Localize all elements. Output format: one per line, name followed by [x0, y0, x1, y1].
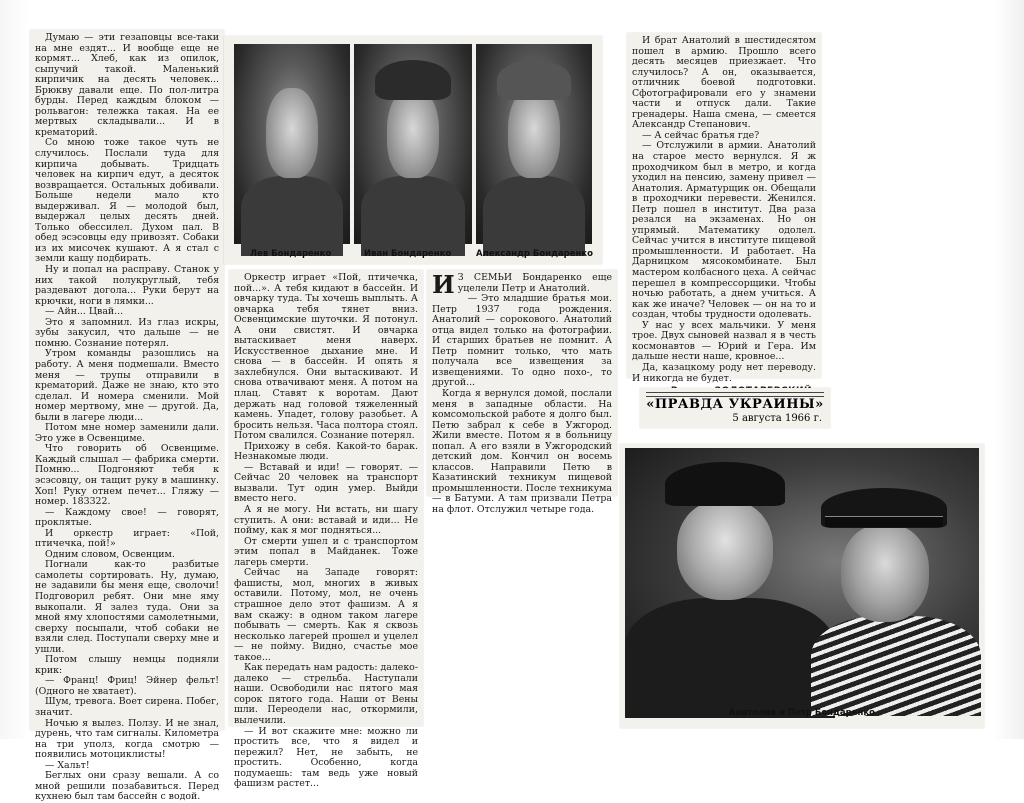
publication-date: 5 августа 1966 г. — [732, 413, 822, 424]
paragraph: И оркестр играет: «Пой, птичечка, пой!» — [35, 527, 219, 550]
paragraph: — Вставай и иди! — говорят. — Сейчас 20 человек на транспорт вызвали. Тут один умер. Выйди вместо него. — [234, 461, 418, 505]
paragraph: — Это младшие братья мои. Петр 1937 года рождения. Анатолий — сорокового. Анатолий отца видел только на фотографии. И старших братьев не помнит. А Петр помнит только, что мать получала все извещения за извещениями. То одно похо-, то другой... — [432, 293, 612, 389]
paragraph: Беглых они сразу вешали. А со мной решили позабавиться. Перед кухнею был там бассейн с водой. — [35, 770, 219, 803]
paragraph: Что говорить об Освенциме. Каждый слышал — фабрика смерти. Помню... Подгоняют тебя к эсэсовцу, он тащит руку в машинку. Хоп! Руку отнем печет... Гляжу — номер. 183322. — [35, 443, 219, 508]
paragraph: Прихожу в себя. Какой-то барак. Незнакомые люди. — [234, 440, 418, 463]
paragraph: Утром команды разошлись на работу. А меня подмешали. Вместо меня — трупы отправили в крематорий. Даже не знаю, кто это сделал. И номера сменили. Мой номер мертвому, мне — другой. Да, были в лагере люди... — [35, 348, 219, 423]
article-column-4 — [627, 33, 821, 384]
paragraph: У нас у всех мальчики. У меня трое. Двух сыновей назвал я в честь космонавтов — Юрий и Гера. Им дальше нести наше, кровное... — [632, 319, 816, 363]
paragraph: Это я запомнил. Из глаз искры, зубы закусил, что дальше — не помню. Сознание потерял. — [35, 316, 219, 349]
paragraph: Как передать нам радость: далеко-далеко — стрельба. Наступали наши. Освободили нас пятого мая сорок пятого года. Наши от Вены шли. Переодели нас, откормили, вылечили. — [234, 662, 418, 726]
paragraph: — Айн... Цвай... — [45, 306, 124, 318]
article-column-3 — [427, 270, 617, 516]
photo-caption: Иван Бондаренко — [364, 249, 452, 259]
paragraph: Да, казацкому роду нет переводу. И никогда не будет. — [632, 361, 816, 384]
paragraph: И брат Анатолий в шестидесятом пошел в армию. Прошло всего десять месяцев приезжает. Что случилось? А он, оказывается, отличник боевой подготовки. Сфотографировали его у знамени части и отпуск дали. Такие гренадеры. Наша смена, — смеется Александр Степанович. — [632, 35, 816, 131]
paragraph: Оркестр играет «Пой, птичечка, пой...». А тебя кидают в бассейн. И овчарку туда. Ты хочешь выплыть. А овчарка тебя тянет вниз. Освенцимские шуточки. Я потонул. А они свистят. И овчарка вытаскивает меня наверх. Искусственное дыхание мне. И снова — в бассейн. И опять я захлебнулся. Они вытаскивают. И снова отвачивают меня. А потом на плац. Ставят к воротам. Дают держать над головой тяжеленный камень. Упадет, голову разобьет. А бросить нельзя. Часа полтора стоял. Потом свалился. Сознание потерял. — [234, 272, 418, 442]
portrait-photo-lev — [234, 44, 350, 244]
sailors-image — [625, 448, 979, 700]
brothers-photo-strip — [224, 36, 602, 264]
article-column-1 — [30, 30, 224, 803]
paragraph: — Хальт! — [45, 759, 90, 771]
drop-cap: И — [432, 270, 455, 299]
paragraph: Погнали как-то разбитые самолеты сортировать. Ну, думаю, не задавили бы меня еще, сволочи! Подговорил ребят. Они мне яму выкопали. Я залез туда. Они за мной яму хлопостями самолетными, сверху посыпали, чтоб собаки не взяли след. Поступали сверху мне и ушли. — [35, 559, 219, 655]
portrait-photo-alexander — [476, 44, 592, 244]
lead-paragraph: З СЕМЬИ Бондаренко еще уцелели Петр и Анатолий. — [457, 272, 612, 294]
paragraph: Потом мне номер заменили дали. Это уже в Освенциме. — [35, 422, 219, 444]
paragraph: Сейчас на Западе говорят: фашисты, мол, многих в живых оставили. Потому, мол, не очень страшное дело этот фашизм. А я вам скажу: в одном таком лагере побывать — смерть. Как я сквозь несколько лагерей прошел и уцелел — не пойму. Видно, счастье мое такое... — [234, 567, 418, 663]
photo-caption: Александр Бондаренко — [476, 249, 594, 259]
paragraph: Когда я вернулся домой, послали меня в западные области. На комсомольской работе я долго был. Петю забрал к себе в Ужгород. Жили вместе. Потом я в больницу попал. А его взяли в Ужгородский детский дом. Кончил он восемь классов. Направили Петю в Казатинский техникум пищевой промышленности. После техникума — в Батуми. А там призвали Петра на флот. Отслужил четыре года. — [432, 388, 612, 516]
paragraph: А я не могу. Ни встать, ни шагу ступить. А они: вставай и иди... Не пойму, как я мог подняться... — [234, 504, 418, 537]
paragraph: Одним словом, Освенцим. — [45, 548, 175, 560]
paragraph: Со мною тоже такое чуть не случилось. Послали туда для кирпича добывать. Тридцать человек на кирпич едут, а десяток возвращается. Остальных добивали. Больше недели мало кто выдерживал. Я — молодой был, выдержал целых десять дней. Только обессилел. Духом пал. В обед эсэсовцы еду привозят. Собаки из их мисочек кушают. А я стал с земли кашу подбирать. — [35, 137, 219, 265]
paragraph: Ночью я вылез. Ползу. И не знал, дурень, что там сигналы. Километра на три уполз, когда смотрю — появились мотоциклисты! — [35, 717, 219, 761]
paragraph: — Франц! Фриц! Эйнер фельт! (Одного не хватает). — [35, 675, 219, 697]
portrait-photo-ivan — [354, 44, 472, 244]
paragraph: От смерти ушел и с транспортом этим попал в Майданек. Тоже лагерь смерти. — [234, 535, 418, 568]
paragraph: — Отслужили в армии. Анатолий на старое место вернулся. Я ж проходчиком был в метро, и когда уходил на пенсию, замену привел — Анатолия. Арматурщик он. Обещали в проходчики перевести. Женился. Петр пошел в институт. Два раза резался на экзаменах. Но он упрямый. Математику одолел. Сейчас учится в институте пищевой промышленности. И работает. На Дарницком мясокомбинате. Был мастером колбасного цеха. А сейчас перешел в компрессорщики. Чтобы ночью работать, а днем учиться. А как же иначе? Человек — он на то и создан, чтобы трудности одолевать. — [632, 140, 816, 321]
article-column-2 — [229, 270, 423, 790]
photo-caption: Лев Бондаренко — [250, 249, 332, 259]
newspaper-title: «ПРАВДА УКРАИНЫ» — [646, 397, 824, 412]
paragraph: — И вот скажите мне: можно ли простить все, что я видел и пережил? Нет, не забыть, не простить. Особенно, когда подумаешь: там ведь уже новый фашизм растет... — [234, 725, 418, 790]
paragraph: Думаю — эти гезаповцы все-таки на мне ездят... И вообще еще не кормят... Хлеб, как из опилок, сыпучий такой. Маленький кирпичик на десять человек... Брюкву давали еще. По пол-литра бурды. Перед каждым блоком — рольвагон: тележка такая. На ее мертвых складывали... И в крематорий. — [35, 32, 219, 138]
newspaper-masthead — [640, 388, 830, 428]
paragraph: — А сейчас братья где? — [642, 129, 760, 141]
photo-caption: Анатолий и Петр Бондаренко — [729, 708, 875, 718]
sailors-photo — [620, 444, 984, 728]
paragraph: Шум, тревога. Воет сирена. Побег, значит. — [35, 696, 219, 718]
paragraph: — Каждому свое! — говорят, проклятые. — [35, 506, 219, 529]
paragraph: Потом слышу немцы подняли крик: — [35, 654, 219, 676]
paragraph: Ну и попал на расправу. Станок у них такой полукруглый, тебя раздевают догола... Руки берут на крючки, ноги в лямки... — [35, 264, 219, 307]
